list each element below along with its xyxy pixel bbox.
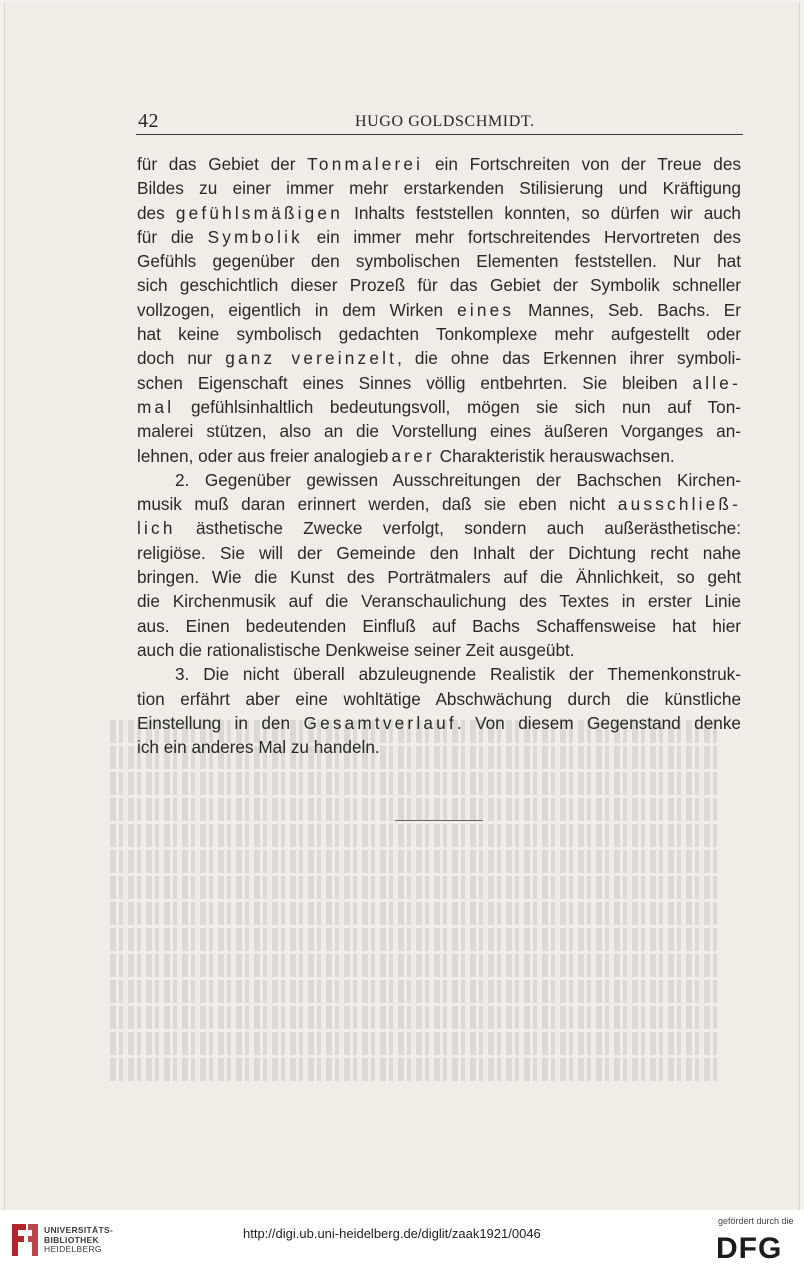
running-head [138,110,742,136]
text-run: die Kirchenmusik auf die Veranschaulichung des Textes in erster Linie [137,591,741,612]
spaced-emphasis: Gesamtverlauf [303,712,457,733]
text-run: 2. Gegenüber gewissen Ausschreitungen der Bachschen Kirchen- [175,469,741,490]
text-line [137,516,741,540]
library-name [44,1226,113,1255]
text-run: hat keine symbolisch gedachten Tonkomplexe mehr aufgestellt oder [137,324,741,345]
text-line [137,687,741,711]
text-line [137,322,741,346]
text-line [137,711,741,735]
footer-bar [0,1210,804,1269]
spaced-emphasis: mal [137,396,175,417]
text-run: Mannes, Seb. Bachs. Er [514,299,741,320]
text-line [137,565,741,589]
text-run: des [137,202,176,223]
text-run: . Von diesem Gegenstand denke [456,712,741,733]
text-run: gefühlsinhaltlich bedeutungsvoll, mögen sie sich nun auf Ton- [174,396,741,417]
text-line [137,419,741,443]
spaced-emphasis: gefühlsmäßigen [175,202,343,223]
text-run: Gefühls gegenüber den symbolischen Elementen feststellen. Nur hat [137,251,741,272]
page-edge-left [4,2,5,1210]
text-run: bringen. Wie die Kunst des Porträtmalers auf die Ähnlichkeit, so geht [137,567,741,588]
text-line [137,638,741,662]
library-name-line-2: BIBLIOTHEK [44,1234,99,1245]
text-line [137,273,741,297]
running-title: HUGO GOLDSCHMIDT. [355,113,535,130]
page-number: 42 [138,110,159,132]
text-run: Einstellung in den [137,712,304,733]
spaced-emphasis: ausschließ- [617,494,741,515]
spaced-emphasis: Symbolik [207,226,303,247]
text-line [137,589,741,613]
university-library-logo-icon [8,1220,42,1260]
spaced-emphasis: Tonmalerei [307,154,424,174]
text-line [137,492,741,516]
text-run: aus. Einen bedeutenden Einfluß auf Bachs Schaffensweise hat hier [137,615,741,636]
text-run: ästhetische Zwecke verfolgt, sondern auch außerästhetische: [175,518,741,539]
header-rule [136,134,743,135]
text-run: 3. Die nicht überall abzuleugnende Realistik der Themenkonstruk- [175,664,741,685]
text-line [137,614,741,638]
library-name-line-1: UNIVERSITÄTS- [44,1225,114,1235]
spaced-emphasis: ganz vereinzelt [225,348,398,369]
text-run: schen Eigenschaft eines Sinnes völlig entbehrten. Sie bleiben [137,372,693,393]
text-run: malerei stützen, also an die Vorstellung eines äußeren Vorganges an- [137,421,741,442]
text-line [137,346,741,370]
funding-label: gefördert durch die [718,1216,794,1226]
text-run: Inhalts feststellen konnten, so dürfen wir auch [342,202,741,223]
text-run: ein immer mehr fortschreitendes Hervortreten des [302,226,741,247]
text-line [137,371,741,395]
text-line [137,249,741,273]
text-run: sich geschichtlich dieser Prozeß für das Gebiet der Symbolik schneller [137,275,741,296]
page-edge-right [799,2,800,1210]
text-run: , die ohne das Erkennen ihrer symboli- [397,348,741,369]
text-line [137,201,741,225]
text-run: tion erfährt aber eine wohltätige Abschwächung durch die künstliche [137,688,741,709]
text-line [137,662,741,686]
text-line [137,541,741,565]
spaced-emphasis: alle- [692,372,741,393]
text-line [137,468,741,492]
text-run: für die [137,226,208,247]
text-run: lehnen, oder aus freier analogie [137,445,379,466]
body-text [137,152,741,759]
text-run: musik muß daran erinnert werden, daß sie eben nicht [137,494,618,515]
text-line [137,225,741,249]
text-line [137,735,741,759]
text-run: ich ein anderes Mal zu handeln. [137,737,380,758]
text-run: Charakteristik herauswachsen. [434,445,675,466]
text-run: religiöse. Sie will der Gemeinde den Inhalt der Dichtung recht nahe [137,542,741,563]
spaced-emphasis: eines [457,299,515,320]
text-line [137,176,741,200]
text-line [137,298,741,322]
closing-rule [395,820,483,821]
text-run: doch nur [137,348,226,369]
permalink-url[interactable]: http://digi.ub.uni-heidelberg.de/diglit/zaak1921/0046 [243,1226,541,1241]
spaced-emphasis: lich [137,518,176,539]
text-line [137,395,741,419]
text-run: für das Gebiet der [137,154,308,174]
spaced-emphasis: barer [378,445,435,466]
text-run: Bildes zu einer immer mehr erstarkenden Stilisierung und Kräftigung [137,178,741,199]
text-run: ein Fortschreiten von der Treue des [423,154,741,174]
library-name-line-3: HEIDELBERG [44,1244,102,1254]
text-line [137,152,741,176]
text-line [137,444,741,468]
dfg-logo: DFG [716,1232,783,1265]
text-run: auch die rationalistische Denkweise seiner Zeit ausgeübt. [137,639,575,660]
text-run: vollzogen, eigentlich in dem Wirken [137,299,458,320]
